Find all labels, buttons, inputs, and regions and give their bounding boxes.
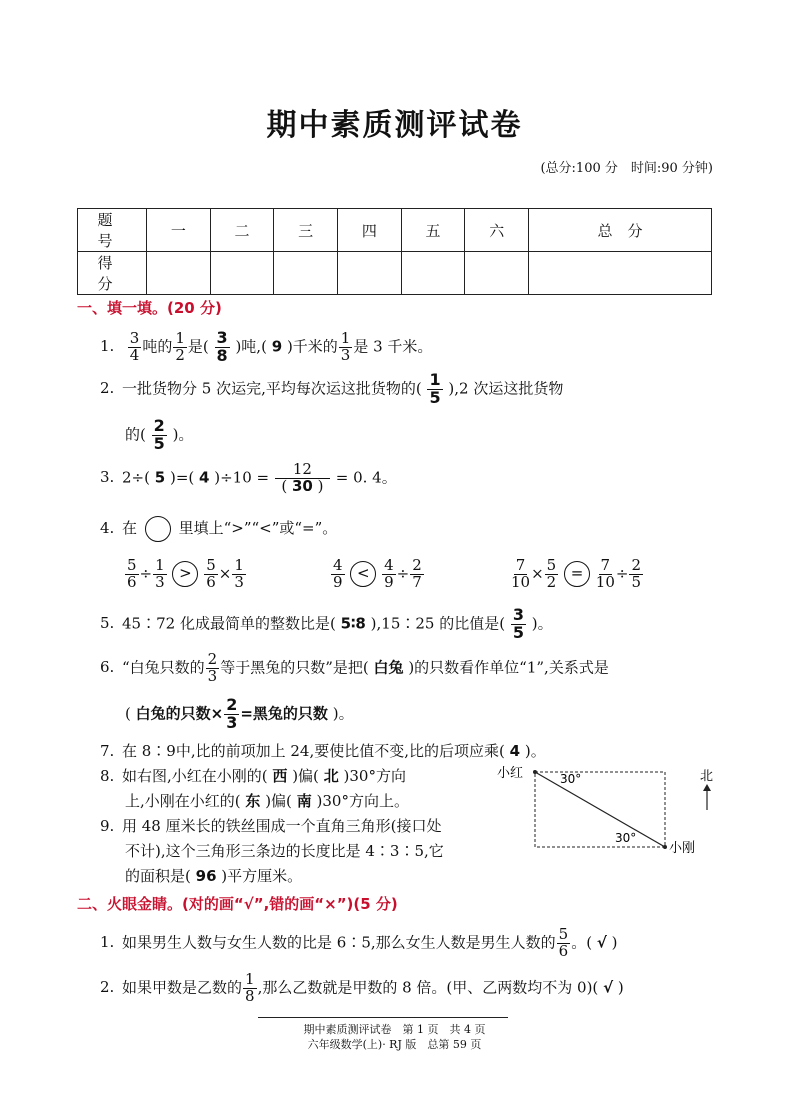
score-cell — [465, 252, 529, 295]
exam-meta: (总分:100 分 时间:90 分钟) — [540, 161, 713, 176]
col-6: 六 — [465, 209, 529, 252]
answer: √ — [596, 933, 607, 952]
question-1-9-cont2: 的面积是( 96 )平方厘米。 — [125, 867, 303, 885]
answer: 5 — [154, 468, 166, 487]
answer-fraction: $\frac{3}{5}$ — [512, 605, 524, 642]
question-2-1: 1. 如果男生人数与女生人数的比是 6∶5,那么女生人数是男生人数的 $\frac{5}{6}$ 。( √ ) — [100, 925, 618, 960]
compare-2: $\frac{4}{9}$ < $\frac{4}{9}$ ÷ $\frac{2}{7}$ — [333, 556, 422, 591]
question-number: 3. — [100, 468, 115, 487]
empty-circle-icon — [145, 516, 171, 542]
score-cell — [529, 252, 712, 295]
answer-circle: = — [564, 561, 590, 587]
answer: 96 — [195, 867, 217, 885]
compare-1: $\frac{5}{6}$ ÷ $\frac{1}{3}$ > $\frac{5}{6}$ × $\frac{1}{3}$ — [127, 556, 244, 591]
answer: 白兔的只数× — [135, 704, 224, 723]
question-number: 2. — [100, 379, 115, 398]
answer: 白兔 — [373, 658, 404, 677]
question-1-2: 2. 一批货物分 5 次运完,平均每次运这批货物的( $\frac{1}{5}$ ),2 次运这批货物 — [100, 370, 564, 407]
answer: 4 — [199, 468, 210, 487]
footer-divider — [258, 1017, 508, 1018]
answer: 9 — [271, 337, 283, 356]
position-diagram — [495, 760, 740, 860]
score-cell — [147, 252, 211, 295]
diagonal-line — [535, 772, 665, 847]
question-1-6: 6. “白兔只数的 $\frac{2}{3}$ 等于黑兔的只数”是把( 白兔 )的只数看作单位“1”,关系式是 — [100, 650, 609, 685]
question-number: 8. — [100, 767, 115, 785]
question-1-7: 7. 在 8∶9中,比的前项加上 24,要使比值不变,比的后项应乘( 4 )。 — [100, 742, 546, 760]
fraction: $\frac{3}{4}$ — [129, 329, 140, 364]
score-cell — [210, 252, 274, 295]
fraction: $\frac{5}{6}$ — [558, 925, 569, 960]
col-total: 总 分 — [529, 209, 712, 252]
section2-heading: 二、火眼金睛。(对的画“√”,错的画“×”)(5 分) — [77, 895, 398, 913]
question-1-8: 8. 如右图,小红在小刚的( 西 )偏( 北 )30°方向 — [100, 767, 406, 785]
question-number: 2. — [100, 978, 115, 997]
fraction: $\frac{2}{3}$ — [207, 650, 218, 685]
col-2: 二 — [210, 209, 274, 252]
point-xiaohong — [533, 770, 537, 774]
question-number: 6. — [100, 658, 115, 677]
col-1: 一 — [147, 209, 211, 252]
point-xiaogang — [663, 845, 667, 849]
answer: 北 — [323, 767, 339, 785]
answer: 5∶8 — [340, 614, 366, 633]
page-title: 期中素质测评试卷 — [266, 108, 523, 143]
col-3: 三 — [274, 209, 338, 252]
question-number: 1. — [100, 933, 115, 952]
compare-3: $\frac{7}{10}$ × $\frac{5}{2}$ = $\frac{7}{10}$ ÷ $\frac{2}{5}$ — [511, 556, 641, 591]
label-xiaohong: 小红 — [497, 766, 524, 781]
answer-circle: < — [350, 561, 376, 587]
question-1-6-cont: ( 白兔的只数× $\frac{2}{3}$ =黑兔的只数 )。 — [125, 695, 354, 732]
question-1-5: 5. 45∶72 化成最简单的整数比是( 5∶8 ),15∶25 的比值是( $\frac{3}{5}$ )。 — [100, 605, 553, 642]
north-label: 北 — [700, 769, 714, 784]
fraction: $\frac{1}{3}$ — [340, 329, 351, 364]
header-label: 题 号 — [78, 209, 147, 252]
question-1-1: 1. $\frac{3}{4}$ 吨的 $\frac{1}{2}$ 是( $\frac{3}{8}$ )吨,( 9 )千米的 $\frac{1}{3}$ 是 3 千米。 — [100, 328, 433, 365]
answer: √ — [603, 978, 614, 997]
question-1-8-cont: 上,小刚在小红的( 东 )偏( 南 )30°方向上。 — [125, 792, 409, 810]
answer-fraction: $\frac{1}{5}$ — [429, 370, 441, 407]
score-table-score-row — [78, 252, 712, 295]
score-label: 得 分 — [78, 252, 147, 295]
answer-fraction: $\frac{3}{8}$ — [216, 328, 228, 365]
question-number: 7. — [100, 742, 115, 760]
answer: 东 — [245, 792, 261, 810]
answer-circle: > — [172, 561, 198, 587]
answer-fraction: $\frac{2}{3}$ — [226, 695, 238, 732]
score-cell — [401, 252, 465, 295]
angle-label-2: 30° — [615, 831, 637, 845]
fraction: $\frac{1}{2}$ — [175, 329, 185, 364]
question-number: 1. — [100, 337, 115, 356]
score-table — [77, 208, 712, 295]
section1-heading: 一、填一填。(20 分) — [77, 299, 222, 317]
question-number: 5. — [100, 614, 115, 633]
question-1-3: 3. 2÷( 5 )=( 4 )÷10 = $\frac{12}{( 30 )}$ = 0. 4。 — [100, 460, 397, 495]
score-cell — [274, 252, 338, 295]
fraction: $\frac{12}{( 30 )}$ — [275, 462, 330, 495]
answer: =黑兔的只数 — [240, 704, 328, 723]
answer: 4 — [509, 742, 521, 760]
angle-label-1: 30° — [560, 772, 582, 786]
question-1-9: 9. 用 48 厘米长的铁丝围成一个直角三角形(接口处 — [100, 817, 442, 835]
question-1-9-cont: 不计),这个三角形三条边的长度比是 4∶3∶5,它 — [125, 842, 444, 860]
footer-line-1: 期中素质测评试卷 第 1 页 共 4 页 — [303, 1023, 486, 1036]
question-1-2-cont: 的( $\frac{2}{5}$ )。 — [125, 416, 194, 453]
question-number: 9. — [100, 817, 115, 835]
label-xiaogang: 小刚 — [669, 841, 696, 856]
col-4: 四 — [338, 209, 402, 252]
score-cell — [338, 252, 402, 295]
fraction: $\frac{1}{8}$ — [245, 970, 255, 1005]
question-2-2: 2. 如果甲数是乙数的 $\frac{1}{8}$ ,那么乙数就是甲数的 8 倍。(甲、乙两数均不为 0)( √ ) — [100, 970, 624, 1005]
score-table-header-row — [78, 209, 712, 252]
question-number: 4. — [100, 519, 115, 537]
question-1-4: 4. 在 里填上“>”“<”或“=”。 — [100, 516, 337, 542]
answer: 西 — [272, 767, 288, 785]
answer-fraction: $\frac{2}{5}$ — [153, 416, 165, 453]
answer: 30 — [291, 476, 313, 495]
col-5: 五 — [401, 209, 465, 252]
footer-line-2: 六年级数学(上)· RJ 版 总第 59 页 — [307, 1038, 482, 1051]
answer: 南 — [296, 792, 312, 810]
